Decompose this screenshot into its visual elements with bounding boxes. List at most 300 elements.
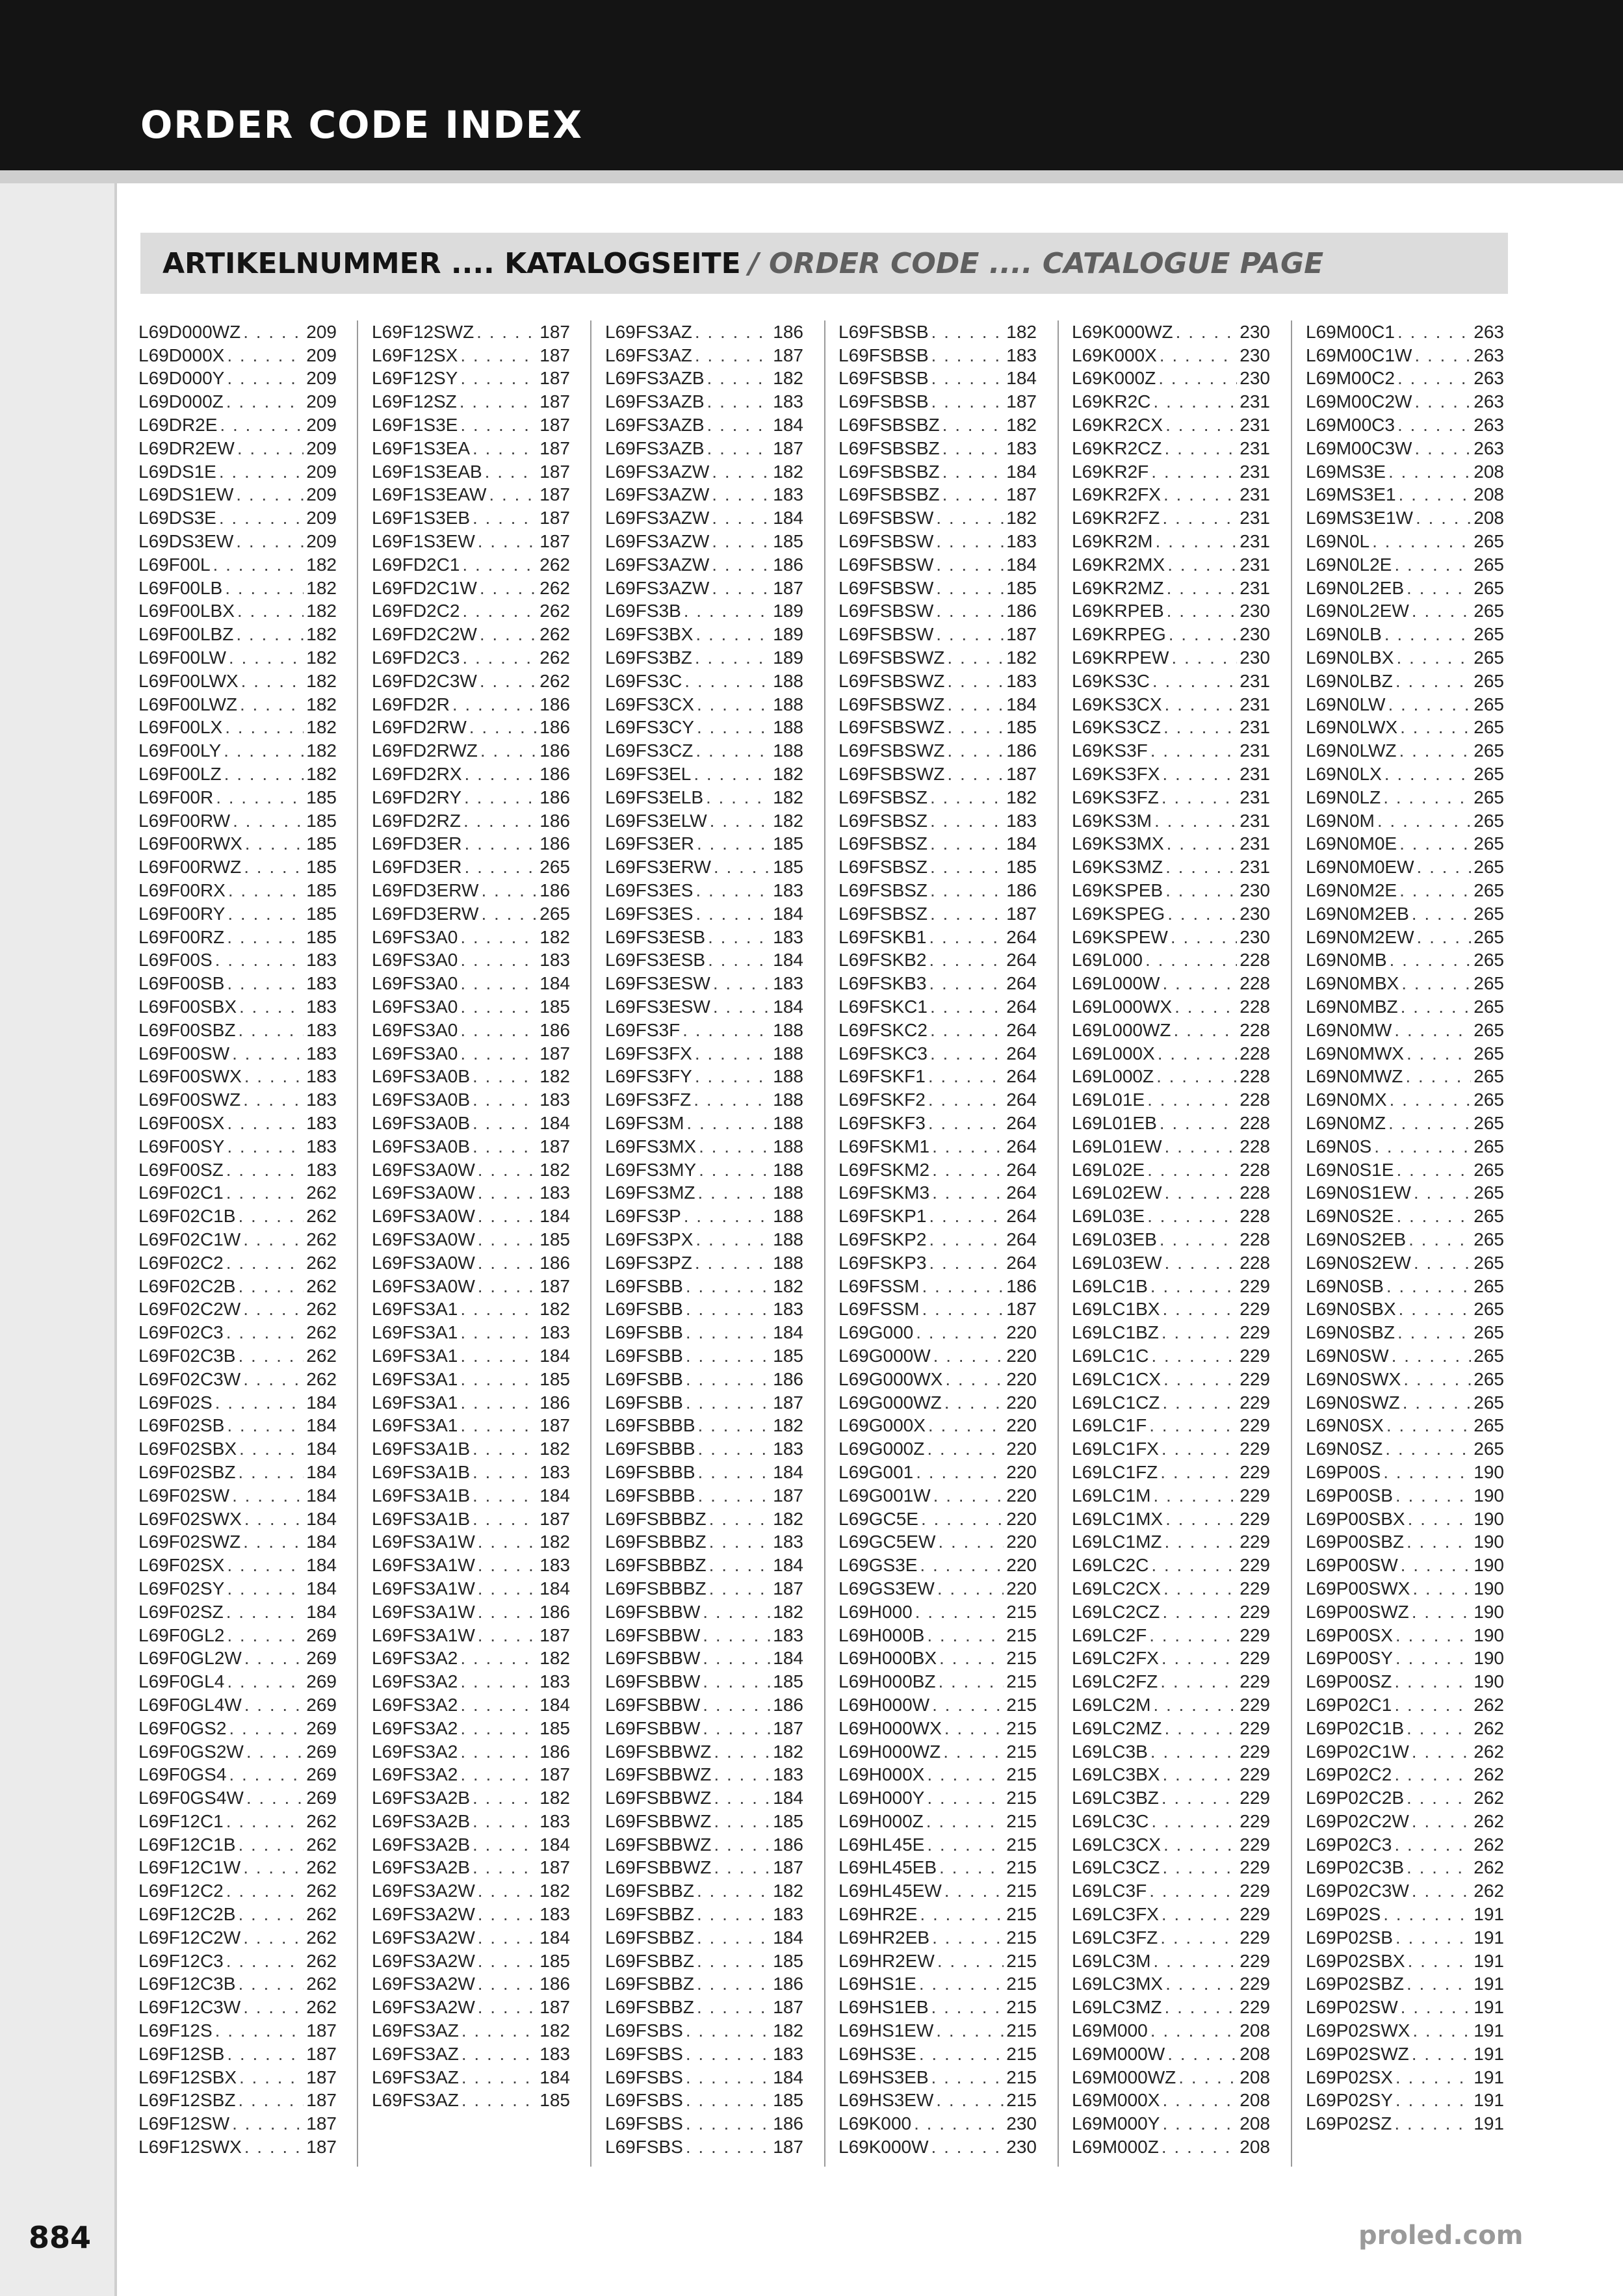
index-column-2: [372, 320, 570, 2112]
catalogue-page: 188: [773, 1019, 803, 1040]
catalogue-page: 187: [539, 1275, 570, 1296]
catalogue-page: 220: [1006, 1368, 1037, 1389]
catalogue-page: 229: [1240, 1810, 1270, 1831]
dot-leader: [480, 671, 537, 692]
order-code: L69FD2RWZ: [372, 740, 478, 761]
index-entry: [1306, 670, 1504, 693]
catalogue-page: 262: [306, 1345, 337, 1366]
dot-leader: [928, 1113, 1004, 1134]
column-separator: [1058, 320, 1059, 2167]
order-code: L69FD2RW: [372, 717, 467, 738]
catalogue-page: 231: [1240, 554, 1270, 575]
order-code: L69FS3ESW: [605, 997, 710, 1017]
dot-leader: [478, 1276, 538, 1297]
dot-leader: [1408, 1509, 1472, 1530]
order-code: L69M00C3: [1306, 415, 1395, 436]
index-entry: [605, 1135, 803, 1158]
catalogue-page: 229: [1240, 1555, 1270, 1576]
dot-leader: [915, 1602, 1004, 1623]
catalogue-page: 231: [1240, 764, 1270, 785]
index-entry: [838, 530, 1037, 553]
order-code: L69KR2MX: [1072, 554, 1165, 575]
order-code: L69F02S: [138, 1392, 213, 1413]
catalogue-page: 231: [1240, 694, 1270, 714]
catalogue-page: 231: [1240, 461, 1270, 482]
index-entry: [605, 1600, 803, 1624]
order-code: L69FS3AZ: [605, 321, 692, 342]
catalogue-page: 182: [773, 1275, 803, 1296]
order-code: L69FS3ES: [605, 880, 694, 901]
index-entry: [372, 1600, 570, 1624]
order-code: L69LC3BZ: [1072, 1788, 1159, 1808]
catalogue-page: 269: [306, 1648, 337, 1669]
order-code: L69N0MWZ: [1306, 1066, 1403, 1087]
order-code: L69KS3MX: [1072, 833, 1164, 854]
catalogue-page: 262: [1474, 1764, 1504, 1785]
dot-leader: [684, 601, 771, 621]
index-entry: [1306, 2019, 1504, 2042]
dot-leader: [1400, 717, 1471, 738]
catalogue-page: 215: [1006, 1997, 1037, 2018]
catalogue-page: 186: [773, 1694, 803, 1715]
catalogue-page: 191: [1474, 2090, 1504, 2111]
dot-leader: [473, 1462, 537, 1483]
index-entry: [838, 1833, 1037, 1857]
dot-leader: [938, 1671, 1004, 1692]
index-entry: [372, 693, 570, 716]
index-entry: [372, 530, 570, 553]
catalogue-page: 264: [1006, 1089, 1037, 1110]
dot-leader: [238, 2090, 304, 2111]
dot-leader: [714, 1857, 770, 1878]
index-entry: [838, 1275, 1037, 1298]
order-code: L69FS3CY: [605, 717, 694, 738]
order-code: L69FSBSZ: [838, 833, 928, 854]
index-entry: [138, 949, 337, 972]
order-code: L69HL45E: [838, 1834, 925, 1855]
catalogue-page: 182: [1006, 787, 1037, 807]
index-entry: [372, 1368, 570, 1391]
index-entry: [138, 1530, 337, 1554]
dot-leader: [480, 740, 537, 761]
catalogue-page: 229: [1240, 1578, 1270, 1598]
catalogue-page: 187: [1006, 903, 1037, 924]
dot-leader: [216, 787, 304, 808]
catalogue-page: 182: [539, 1881, 570, 1901]
order-code: L69MS3E: [1306, 461, 1386, 482]
website-link[interactable]: proled.com: [1358, 2221, 1524, 2250]
index-entry: [1306, 855, 1504, 879]
catalogue-page: 183: [1006, 810, 1037, 831]
dot-leader: [931, 345, 1004, 366]
dot-leader: [1412, 1742, 1472, 1762]
index-entry: [1306, 1391, 1504, 1415]
order-code: L69FS3A0W: [372, 1206, 475, 1227]
index-entry: [1072, 1019, 1270, 1042]
index-entry: [838, 1228, 1037, 1251]
order-code: L69FSBSW: [838, 601, 934, 621]
catalogue-page: 191: [1474, 2020, 1504, 2041]
index-entry: [372, 1647, 570, 1670]
dot-leader: [930, 1043, 1004, 1064]
order-code: L69L000Z: [1072, 1066, 1154, 1087]
index-entry: [1306, 1088, 1504, 1112]
catalogue-page: 183: [539, 950, 570, 971]
index-entry: [838, 1810, 1037, 1833]
index-entry: [1072, 1879, 1270, 1903]
order-code: L69F12C3W: [138, 1997, 241, 2018]
order-code: L69FS3EL: [605, 764, 692, 785]
order-code: L69FSBS: [605, 2090, 683, 2111]
index-entry: [138, 1042, 337, 1065]
order-code: L69L02E: [1072, 1159, 1145, 1180]
order-code: L69M000W: [1072, 2043, 1165, 2064]
order-code: L69FSBB: [605, 1345, 683, 1366]
dot-leader: [481, 880, 537, 901]
index-entry: [138, 1181, 337, 1205]
catalogue-page: 182: [1006, 321, 1037, 342]
order-code: L69FSBBW: [605, 1717, 701, 1738]
dot-leader: [1162, 1857, 1237, 1878]
index-entry: [605, 1507, 803, 1531]
dot-leader: [1165, 438, 1238, 459]
catalogue-page: 215: [1006, 2043, 1037, 2064]
index-entry: [138, 390, 337, 413]
index-entry: [1306, 413, 1504, 437]
order-code: L69FSBSW: [838, 554, 934, 575]
dot-leader: [1397, 368, 1471, 389]
index-entry: [1306, 1251, 1504, 1275]
dot-leader: [460, 1671, 537, 1692]
index-entry: [838, 1950, 1037, 1973]
index-entry: [372, 949, 570, 972]
order-code: L69H000BZ: [838, 1671, 936, 1692]
order-code: L69DS1E: [138, 461, 216, 482]
dot-leader: [232, 1043, 304, 1064]
order-code: L69LC1M: [1072, 1485, 1151, 1506]
index-entry: [605, 786, 803, 809]
dot-leader: [478, 1881, 538, 1901]
dot-leader: [936, 2090, 1004, 2111]
index-entry: [1072, 1950, 1270, 1973]
order-code: L69N0S: [1306, 1136, 1372, 1156]
index-entry: [372, 390, 570, 413]
dot-leader: [1165, 880, 1237, 901]
catalogue-page: 215: [1006, 1834, 1037, 1855]
order-code: L69FD3ERW: [372, 880, 479, 901]
dot-leader: [1405, 1066, 1471, 1087]
catalogue-page: 182: [773, 461, 803, 482]
dot-leader: [1151, 462, 1237, 482]
order-code: L69FSBSWZ: [838, 647, 945, 668]
dot-leader: [697, 1927, 770, 1948]
index-entry: [605, 460, 803, 484]
catalogue-page: 188: [773, 1112, 803, 1133]
index-entry: [138, 1461, 337, 1484]
order-code: L69P02SX: [1306, 2067, 1393, 2087]
dot-leader: [697, 833, 770, 854]
order-code: L69FSBBBZ: [605, 1532, 707, 1552]
catalogue-page: 182: [306, 601, 337, 621]
index-entry: [1306, 1996, 1504, 2019]
dot-leader: [931, 1997, 1004, 2018]
index-entry: [1072, 1275, 1270, 1298]
dot-leader: [478, 1951, 538, 1972]
order-code: L69N0M2EB: [1306, 903, 1409, 924]
order-code: L69LC1MZ: [1072, 1532, 1162, 1552]
catalogue-page: 182: [539, 1532, 570, 1552]
order-code: L69F12SWX: [138, 2137, 242, 2158]
catalogue-page: 184: [306, 1578, 337, 1598]
order-code: L69LC1BX: [1072, 1299, 1160, 1320]
order-code: L69FSBSB: [838, 345, 929, 365]
index-entry: [1306, 1344, 1504, 1368]
order-code: L69FS3A1: [372, 1345, 458, 1366]
order-code: L69G000: [838, 1322, 914, 1343]
dot-leader: [936, 508, 1004, 528]
order-code: L69FS3A0B: [372, 1066, 470, 1087]
dot-leader: [473, 508, 537, 528]
dot-leader: [929, 1229, 1004, 1250]
catalogue-page: 187: [539, 1136, 570, 1156]
catalogue-page: 182: [539, 1066, 570, 1087]
catalogue-page: 185: [773, 1345, 803, 1366]
index-entry: [1072, 1717, 1270, 1740]
index-entry: [605, 1950, 803, 1973]
catalogue-page: 229: [1240, 1974, 1270, 1994]
order-code: L69F12C1: [138, 1810, 224, 1831]
catalogue-page: 262: [1474, 1810, 1504, 1831]
order-code: L69F02SX: [138, 1555, 225, 1576]
dot-leader: [929, 1206, 1004, 1227]
dot-leader: [944, 1392, 1004, 1413]
dot-leader: [215, 950, 304, 971]
index-entry: [1306, 1879, 1504, 1903]
index-entry: [1072, 995, 1270, 1019]
catalogue-page: 215: [1006, 2090, 1037, 2111]
order-code: L69F00LX: [138, 717, 223, 738]
catalogue-page: 182: [773, 810, 803, 831]
dot-leader: [695, 624, 770, 645]
index-entry: [1306, 949, 1504, 972]
index-entry: [838, 1042, 1037, 1065]
order-code: L69F00LZ: [138, 764, 222, 785]
index-entry: [838, 2089, 1037, 2113]
dot-leader: [1396, 647, 1471, 668]
index-entry: [605, 1461, 803, 1484]
catalogue-page: 230: [1240, 601, 1270, 621]
catalogue-page: 229: [1240, 1997, 1270, 2018]
order-code: L69FS3A1: [372, 1415, 458, 1436]
order-code: L69FSKF3: [838, 1112, 926, 1133]
dot-leader: [1163, 1369, 1237, 1390]
index-entry: [1072, 1903, 1270, 1926]
dot-leader: [1167, 904, 1237, 924]
order-code: L69FS3A1: [372, 1322, 458, 1343]
dot-leader: [236, 531, 304, 552]
order-code: L69FS3AZW: [605, 531, 710, 552]
catalogue-page: 186: [539, 1252, 570, 1273]
dot-leader: [1162, 1392, 1237, 1413]
dot-leader: [686, 2044, 770, 2065]
order-code: L69H000Y: [838, 1788, 925, 1808]
dot-leader: [1147, 1206, 1237, 1227]
catalogue-page: 184: [539, 1578, 570, 1598]
index-entry: [838, 1484, 1037, 1507]
index-entry: [138, 623, 337, 646]
index-entry: [372, 1344, 570, 1368]
dot-leader: [1162, 1602, 1237, 1623]
catalogue-page: 183: [306, 1136, 337, 1156]
index-entry: [138, 1205, 337, 1228]
catalogue-page: 184: [773, 1555, 803, 1576]
catalogue-page: 262: [306, 1299, 337, 1320]
index-entry: [605, 949, 803, 972]
order-code: L69FS3P: [605, 1206, 681, 1227]
index-entry: [372, 1530, 570, 1554]
order-code: L69P02SW: [1306, 1997, 1398, 2018]
catalogue-page: 188: [773, 1252, 803, 1273]
catalogue-page: 184: [306, 1415, 337, 1436]
dot-leader: [703, 1695, 770, 1715]
catalogue-page: 228: [1240, 1159, 1270, 1180]
dot-leader: [930, 997, 1004, 1017]
dot-leader: [1167, 554, 1237, 575]
dot-leader: [213, 554, 304, 575]
dot-leader: [697, 1904, 770, 1925]
catalogue-page: 229: [1240, 1927, 1270, 1948]
index-column-4: [838, 320, 1037, 2159]
order-code: L69N0MW: [1306, 1019, 1392, 1040]
order-code: L69F00SY: [138, 1136, 225, 1156]
catalogue-page: 183: [773, 1764, 803, 1785]
order-code: L69N0SWX: [1306, 1368, 1401, 1389]
order-code: L69FS3AZ: [372, 2043, 459, 2064]
catalogue-page: 262: [306, 1810, 337, 1831]
order-code: L69FS3AZW: [605, 484, 710, 505]
index-entry: [372, 553, 570, 577]
index-entry: [372, 1786, 570, 1810]
catalogue-page: 208: [1240, 2043, 1270, 2064]
catalogue-page: 265: [1474, 1345, 1504, 1366]
index-entry: [605, 833, 803, 856]
order-code: L69KS3CZ: [1072, 717, 1161, 738]
index-entry: [1072, 413, 1270, 437]
index-entry: [838, 739, 1037, 763]
dot-leader: [1374, 1136, 1471, 1157]
index-entry: [372, 786, 570, 809]
index-entry: [1072, 949, 1270, 972]
catalogue-page: 262: [306, 1368, 337, 1389]
index-entry: [838, 1019, 1037, 1042]
index-entry: [1072, 855, 1270, 879]
index-entry: [605, 1065, 803, 1089]
index-entry: [1072, 1763, 1270, 1786]
catalogue-page: 188: [773, 1043, 803, 1063]
catalogue-page: 186: [1006, 740, 1037, 761]
index-entry: [1072, 1740, 1270, 1764]
index-entry: [605, 1740, 803, 1764]
dot-leader: [1396, 1160, 1471, 1181]
index-entry: [138, 1740, 337, 1764]
catalogue-page: 265: [1474, 1182, 1504, 1203]
order-code: L69D000X: [138, 345, 225, 365]
index-entry: [1072, 1577, 1270, 1600]
dot-leader: [473, 1066, 537, 1087]
catalogue-page: 265: [1474, 1368, 1504, 1389]
catalogue-page: 208: [1240, 2067, 1270, 2087]
dot-leader: [227, 1671, 304, 1692]
order-code: L69F00RZ: [138, 926, 225, 947]
order-code: L69P00SZ: [1306, 1671, 1392, 1692]
catalogue-page: 264: [1006, 973, 1037, 994]
catalogue-page: 183: [306, 1066, 337, 1087]
catalogue-page: 264: [1006, 1019, 1037, 1040]
index-entry: [1306, 1181, 1504, 1205]
order-code: L69F12SWZ: [372, 321, 474, 342]
dot-leader: [460, 997, 537, 1017]
catalogue-page: 265: [1474, 670, 1504, 691]
order-code: L69FS3A0: [372, 997, 458, 1017]
order-code: L69L03E: [1072, 1206, 1145, 1227]
dot-leader: [697, 1974, 770, 1994]
dot-leader: [460, 1764, 537, 1785]
dot-leader: [1150, 740, 1238, 761]
catalogue-page: 230: [1240, 321, 1270, 342]
dot-leader: [1165, 1136, 1238, 1157]
dot-leader: [939, 1857, 1004, 1878]
dot-leader: [219, 462, 304, 482]
order-code: L69HS3EB: [838, 2067, 929, 2087]
catalogue-page: 184: [306, 1439, 337, 1459]
dot-leader: [695, 904, 770, 924]
order-code: L69F12SB: [138, 2043, 225, 2064]
index-entry: [838, 1670, 1037, 1693]
catalogue-page: 209: [306, 415, 337, 436]
dot-leader: [936, 601, 1004, 621]
dot-leader: [238, 1276, 304, 1297]
index-entry: [372, 2042, 570, 2066]
dot-leader: [236, 484, 304, 505]
dot-leader: [1165, 1182, 1238, 1203]
dot-leader: [243, 1089, 304, 1110]
catalogue-page: 229: [1240, 1275, 1270, 1296]
order-code: L69F02SZ: [138, 1601, 224, 1622]
order-code: L69FS3A1B: [372, 1461, 470, 1482]
catalogue-page: 183: [773, 1439, 803, 1459]
catalogue-page: 231: [1240, 437, 1270, 458]
index-entry: [605, 1763, 803, 1786]
index-entry: [1306, 1973, 1504, 1996]
index-entry: [138, 1251, 337, 1275]
order-code: L69FS3A0B: [372, 1136, 470, 1156]
order-code: L69P02C3: [1306, 1834, 1392, 1855]
index-entry: [1072, 1647, 1270, 1670]
catalogue-page: 183: [539, 2043, 570, 2064]
dot-leader: [933, 1485, 1004, 1506]
order-code: L69P00S: [1306, 1461, 1381, 1482]
catalogue-page: 186: [539, 1019, 570, 1040]
catalogue-page: 182: [773, 368, 803, 389]
index-entry: [1306, 1484, 1504, 1507]
index-entry: [605, 1158, 803, 1182]
index-entry: [1306, 437, 1504, 460]
catalogue-page: 185: [539, 1717, 570, 1738]
catalogue-page: 215: [1006, 1717, 1037, 1738]
dot-leader: [464, 787, 537, 808]
dot-leader: [473, 1509, 537, 1530]
dot-leader: [920, 1555, 1004, 1576]
